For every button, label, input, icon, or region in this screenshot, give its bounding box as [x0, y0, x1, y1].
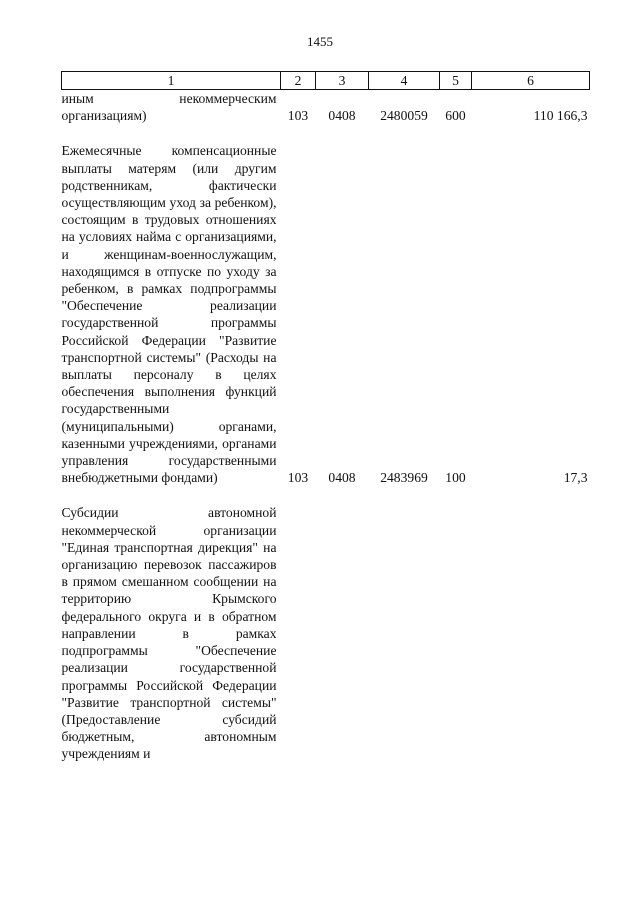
row-section-code: 0408 — [328, 470, 356, 486]
row-target-code: 2480059 — [380, 108, 428, 124]
column-header-1: 1 — [62, 72, 281, 90]
row-ministry-code: 103 — [287, 108, 309, 124]
row-spacer — [62, 486, 590, 504]
row-amount: 110 166,3 — [533, 108, 588, 124]
column-header-2: 2 — [281, 72, 316, 90]
row-expense-type: 600 — [445, 108, 466, 124]
row-ministry-code: 103 — [287, 470, 309, 486]
column-header-3: 3 — [316, 72, 369, 90]
column-header-5: 5 — [440, 72, 472, 90]
row-target-code — [369, 504, 440, 762]
table-row — [62, 504, 590, 762]
row-ministry-code — [281, 504, 316, 762]
column-header-6: 6 — [472, 72, 590, 90]
row-amount — [472, 504, 590, 762]
column-header-4: 4 — [369, 72, 440, 90]
table-header-row — [62, 72, 590, 90]
table-row — [62, 142, 590, 486]
row-name: иным некоммерческим организациям) — [61, 91, 277, 124]
row-spacer — [62, 124, 590, 142]
row-name: Субсидии автономной некоммерческой организации "Единая транспортная дирекция" на организацию перевозок пассажиров в прямом смешанном сообщении на территорию Крымского федерального округа и в обратном направлении в рамках подпрограммы "Обеспечение реализации государственной программы Российской Федерации "Развитие транспортной системы" (Предоставление субсидий бюджетным, автономным учреждениям и — [61, 505, 277, 762]
row-section-code — [316, 504, 369, 762]
row-amount: 17,3 — [563, 470, 588, 486]
row-name: Ежемесячные компенсационные выплаты матерям (или другим родственникам, фактически осуществляющим уход за ребенком), состоящим в трудовых отношениях на условиях найма с организациями, и женщинам-военнослужащим, находящимся в отпуске по уходу за ребенком, в рамках подпрограммы "Обеспечение реализации государственной программы Российской Федерации "Развитие транспортной системы" (Расходы на выплаты персоналу в целях обеспечения выполнения функций государственными (муниципальными) органами, казенными учреждениями, органами управления государственными внебюджетными фондами) — [61, 143, 277, 486]
page-number: 1455 — [307, 34, 333, 49]
row-section-code: 0408 — [328, 108, 356, 124]
table-row — [62, 90, 590, 125]
row-expense-type: 100 — [445, 470, 466, 486]
row-target-code: 2483969 — [380, 470, 428, 486]
budget-table — [61, 71, 590, 763]
row-expense-type — [440, 504, 472, 762]
